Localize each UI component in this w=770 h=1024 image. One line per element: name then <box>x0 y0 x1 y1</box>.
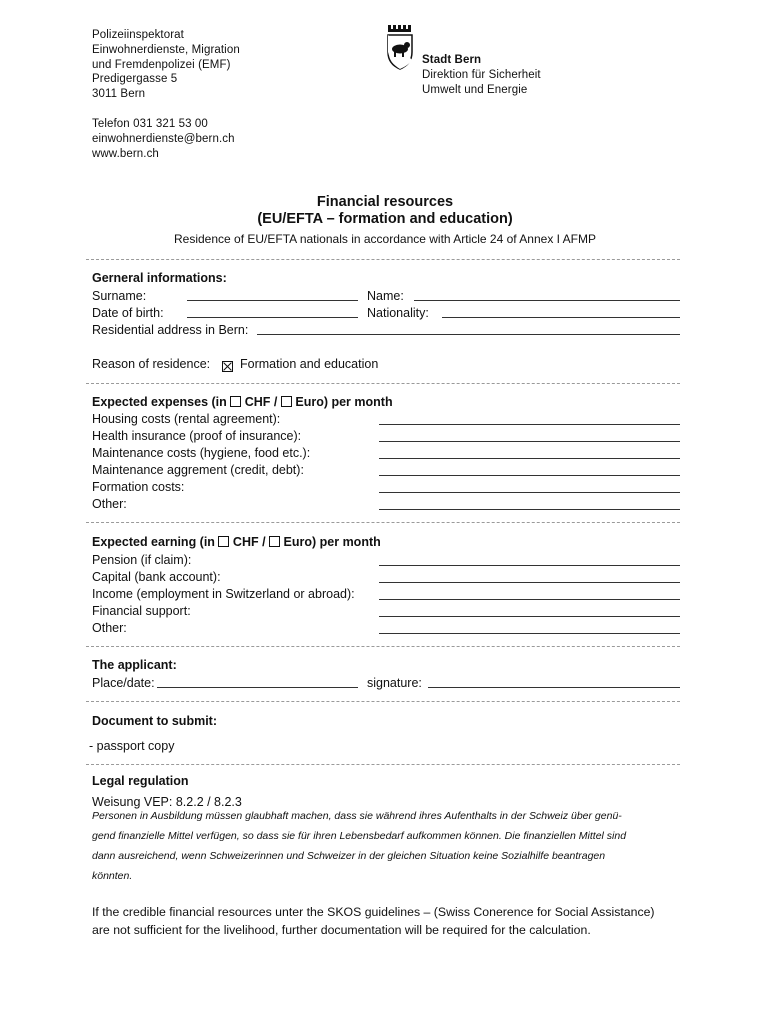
earning-label: Financial support: <box>92 604 191 618</box>
address-field[interactable] <box>257 334 680 335</box>
expenses-heading-text: Expected expenses (in <box>92 395 227 409</box>
address-label: Residential address in Bern: <box>92 323 249 337</box>
expense-label: Health insurance (proof of insurance): <box>92 429 302 443</box>
earning-field[interactable] <box>379 565 680 566</box>
signature-field[interactable] <box>428 687 680 688</box>
earning-field[interactable] <box>379 633 680 634</box>
authority-line: Direktion für Sicherheit <box>422 68 541 81</box>
earning-heading-text: Expected earning (in <box>92 535 215 549</box>
authority-name: Stadt Bern <box>422 54 482 66</box>
expenses-euro-label: Euro) per month <box>295 395 393 409</box>
section-heading-documents: Document to submit: <box>92 714 217 728</box>
earning-euro-checkbox[interactable] <box>269 536 280 547</box>
signature-label: signature: <box>367 676 422 690</box>
expenses-chf-checkbox[interactable] <box>230 396 241 407</box>
expenses-euro-checkbox[interactable] <box>281 396 292 407</box>
section-heading-applicant: The applicant: <box>92 658 177 672</box>
sender-line: Predigergasse 5 <box>92 73 178 86</box>
earning-label: Income (employment in Switzerland or abroad): <box>92 587 355 601</box>
page-title <box>0 194 770 228</box>
divider <box>86 383 680 384</box>
section-heading-general: Gerneral informations: <box>92 271 227 285</box>
page-subtitle: Residence of EU/EFTA nationals in accordance with Article 24 of Annex I AFMP <box>174 232 596 246</box>
expense-field[interactable] <box>379 424 680 425</box>
earning-chf-checkbox[interactable] <box>218 536 229 547</box>
earning-chf-label: CHF / <box>232 535 266 549</box>
section-heading-earning <box>92 535 381 549</box>
nationality-label: Nationality: <box>367 306 429 320</box>
sender-line: Einwohnerdienste, Migration <box>92 43 240 56</box>
expense-label: Other: <box>92 497 127 511</box>
surname-field[interactable] <box>187 300 358 301</box>
expense-field[interactable] <box>379 509 680 510</box>
sender-website[interactable]: www.bern.ch <box>92 147 159 160</box>
document-item: - passport copy <box>89 739 175 753</box>
earning-field[interactable] <box>379 582 680 583</box>
dob-label: Date of birth: <box>92 306 164 320</box>
sender-line: und Fremdenpolizei (EMF) <box>92 58 231 71</box>
legal-text-line: dann ausreichend, wenn Schweizerinnen und Schweizer in der gleichen Situation keine Sozialhilfe beantragen <box>92 850 606 862</box>
sender-email[interactable]: einwohnerdienste@bern.ch <box>92 132 235 145</box>
divider <box>86 522 680 523</box>
divider <box>86 259 680 260</box>
calculation-note <box>92 903 655 939</box>
sender-line: 3011 Bern <box>92 88 146 101</box>
reason-option-label: Formation and education <box>240 357 379 371</box>
place-date-label: Place/date: <box>92 676 155 690</box>
expense-label: Maintenance costs (hygiene, food etc.): <box>92 446 311 460</box>
divider <box>86 646 680 647</box>
sender-contact <box>92 117 235 161</box>
sender-phone: Telefon 031 321 53 00 <box>92 118 208 130</box>
reason-checkbox[interactable] <box>222 361 233 372</box>
section-heading-expenses <box>92 395 393 409</box>
surname-label: Surname: <box>92 289 147 303</box>
expense-field[interactable] <box>379 441 680 442</box>
earning-label: Pension (if claim): <box>92 553 192 567</box>
dob-field[interactable] <box>187 317 358 318</box>
earning-label: Other: <box>92 621 127 635</box>
expense-label: Housing costs (rental agreement): <box>92 412 281 426</box>
expense-label: Maintenance aggrement (credit, debt): <box>92 463 304 477</box>
name-label: Name: <box>367 289 404 303</box>
reason-label: Reason of residence: <box>92 357 211 371</box>
divider <box>86 764 680 765</box>
earning-label: Capital (bank account): <box>92 570 221 584</box>
note-line: If the credible financial resources unter the SKOS guidelines – (Swiss Conerence for Social Assistance) <box>92 905 655 919</box>
legal-text-line: Personen in Ausbildung müssen glaubhaft machen, dass sie während ihres Aufenthalts in der Schweiz über genü- <box>92 810 622 822</box>
expense-field[interactable] <box>379 475 680 476</box>
sender-address <box>92 28 240 102</box>
legal-text <box>92 806 692 886</box>
note-line: are not sufficient for the livelihood, further documentation will be required for the calculation. <box>92 923 591 937</box>
earning-field[interactable] <box>379 616 680 617</box>
divider <box>86 701 680 702</box>
expense-field[interactable] <box>379 458 680 459</box>
place-date-field[interactable] <box>157 687 358 688</box>
earning-field[interactable] <box>379 599 680 600</box>
expense-label: Formation costs: <box>92 480 185 494</box>
bern-bear-crest-icon <box>386 24 416 70</box>
title-line-1: Financial resources <box>316 194 454 210</box>
sender-line: Polizeiinspektorat <box>92 29 184 41</box>
expense-field[interactable] <box>379 492 680 493</box>
section-heading-legal: Legal regulation <box>92 774 189 788</box>
authority-line: Umwelt und Energie <box>422 83 528 96</box>
earning-euro-label: Euro) per month <box>283 535 381 549</box>
legal-text-line: könnten. <box>92 870 133 882</box>
legal-text-line: gend finanzielle Mittel verfügen, so dass sie für ihren Lebensbedarf aufkommen können. Die finanziellen Mittel sind <box>92 830 627 842</box>
authority-block <box>422 53 541 97</box>
name-field[interactable] <box>414 300 680 301</box>
legal-reference: Weisung VEP: 8.2.2 / 8.2.3 <box>92 795 242 809</box>
expenses-chf-label: CHF / <box>244 395 278 409</box>
nationality-field[interactable] <box>442 317 680 318</box>
title-line-2: (EU/EFTA – formation and education) <box>257 211 513 227</box>
